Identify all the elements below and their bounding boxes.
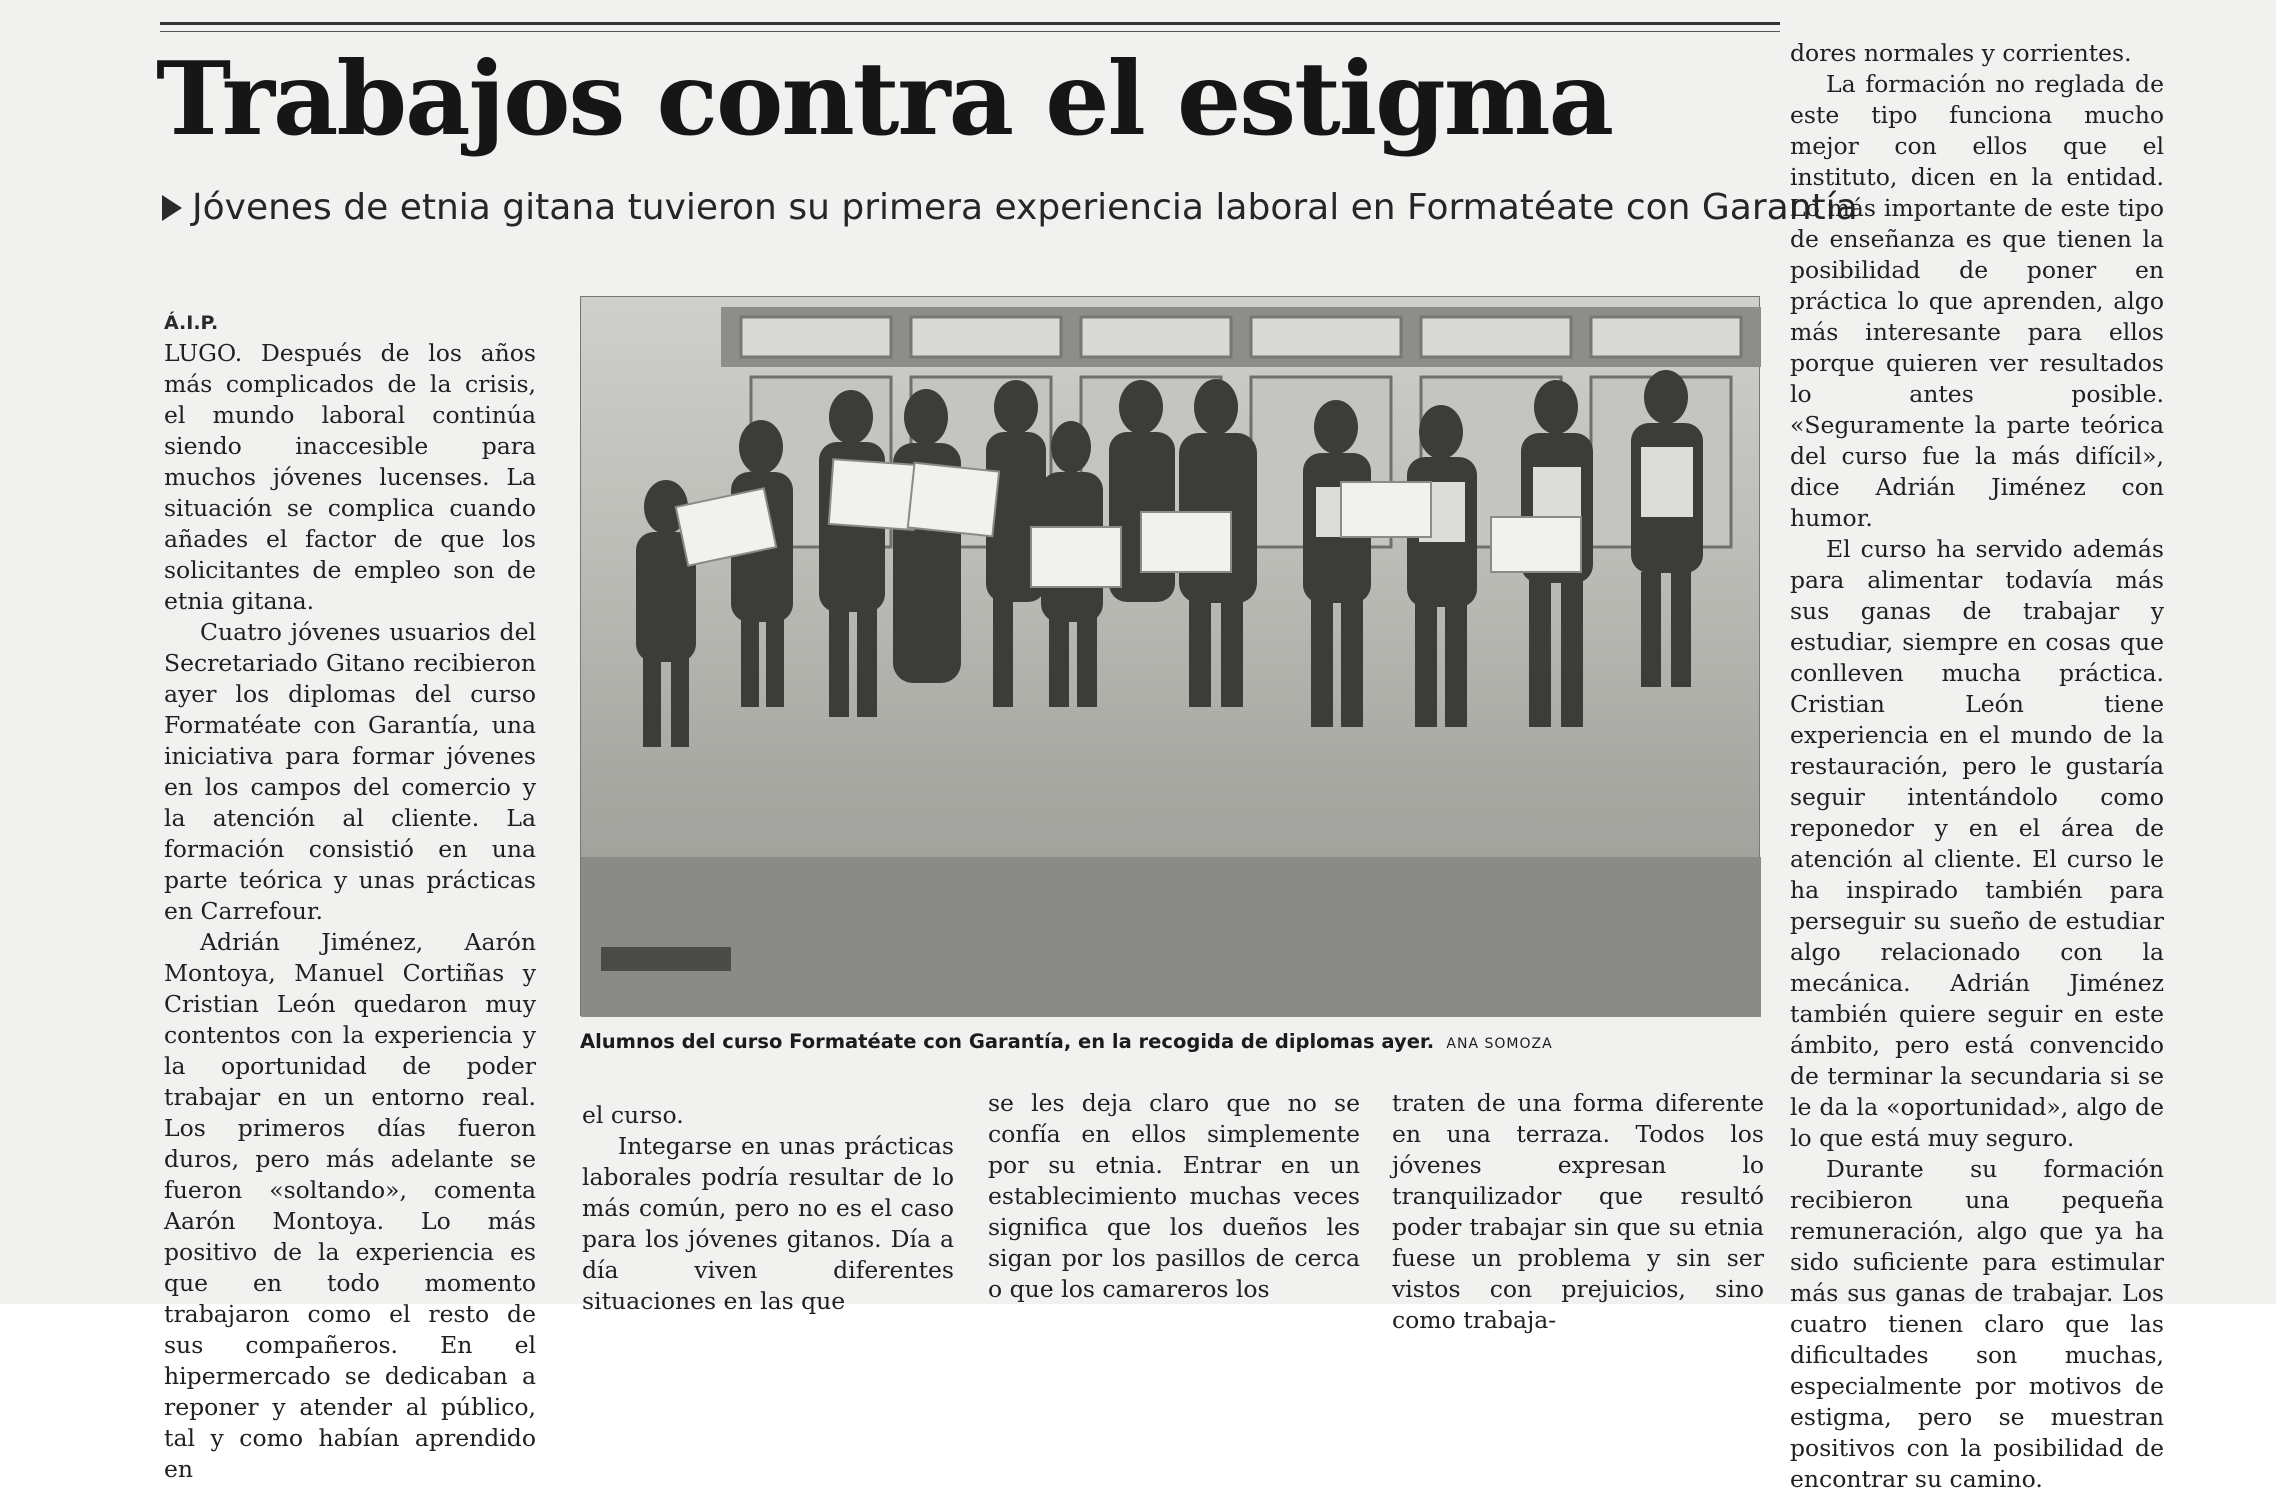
article-column-3 — [988, 1088, 1360, 1305]
article-column-4 — [1392, 1088, 1764, 1336]
paragraph: El curso ha servido además para alimentar todavía más sus ganas de trabajar y estudiar, siempre en cosas que conlleven mucha práctica. Cristian León tiene experiencia en el mundo de la restauración, pero le gustaría seguir intentándolo como reponedor y en el área de atención al cliente. El curso le ha inspirado también para perseguir su sueño de estudiar algo relacionado con la mecánica. Adrián Jiménez también quiere seguir en este ámbito, pero está convencido de terminar la secundaria si se le da la «oportunidad», algo de lo que está muy seguro. — [1790, 535, 2164, 1152]
paragraph: dores normales y corrientes. — [1790, 39, 2132, 67]
photo-credit: ANA SOMOZA — [1446, 1036, 1553, 1052]
paragraph: La formación no reglada de este tipo funciona mucho mejor con ellos que el instituto, dicen en la entidad. Lo más importante de este tipo de enseñanza es que tienen la posibilidad de poner en práctica lo que aprenden, algo más interesante para ellos porque quieren ver resultados lo antes posible. «Seguramente la parte teórica del curso fue la más difícil», dice Adrián Jiménez con humor. — [1790, 70, 2164, 532]
article-column-5 — [1790, 38, 2164, 1495]
group-photo-illustration — [581, 297, 1761, 1017]
top-rule — [160, 22, 1780, 32]
paragraph: traten de una forma diferente en una terraza. Todos los jóvenes expresan lo tranquilizador que resultó poder trabajar sin que su etnia fuese un problema y sin ser vistos con prejuicios, sino como trabaja- — [1392, 1089, 1764, 1334]
paragraph: se les deja claro que no se confía en ellos simplemente por su etnia. Entrar en un establecimiento muchas veces significa que los dueños les sigan por los pasillos de cerca o que los camareros los — [988, 1089, 1360, 1303]
paragraph: Durante su formación recibieron una pequeña remuneración, algo que ya ha sido suficiente para estimular más sus ganas de trabajar. Los cuatro tienen claro que las dificultades son muchas, especialmente por motivos de estigma, pero se muestran positivos con la posibilidad de encontrar su camino. — [1790, 1155, 2164, 1493]
caption-text: Alumnos del curso Formatéate con Garantía, en la recogida de diplomas ayer. — [580, 1030, 1435, 1053]
photo-caption — [580, 1030, 1760, 1053]
paragraph: Cuatro jóvenes usuarios del Secretariado Gitano recibieron ayer los diplomas del curso Formatéate con Garantía, una iniciativa para formar jóvenes en los campos del comercio y la atención al cliente. La formación consistió en una parte teórica y unas prácticas en Carrefour. — [164, 618, 536, 925]
triangle-bullet-icon — [162, 195, 182, 221]
group-photo — [580, 296, 1760, 1016]
subheadline-text: Jóvenes de etnia gitana tuvieron su primera experiencia laboral en Formatéate con Garantía — [192, 187, 1858, 228]
headline: Trabajos contra el estigma — [156, 39, 1613, 158]
paragraph: LUGO. Después de los años más complicados de la crisis, el mundo laboral continúa siendo inaccesible para muchos jóvenes lucenses. La situación se complica cuando añades el factor de que los solicitantes de empleo son de etnia gitana. — [164, 339, 536, 615]
article-column-2 — [582, 1100, 954, 1317]
article-column-1 — [164, 338, 536, 1485]
paragraph: el curso. — [582, 1101, 684, 1129]
subheadline — [162, 186, 1858, 230]
byline: Á.I.P. — [164, 312, 219, 334]
paragraph: Integarse en unas prácticas laborales podría resultar de lo más común, pero no es el caso para los jóvenes gitanos. Día a día viven diferentes situaciones en las que — [582, 1132, 954, 1315]
paragraph: Adrián Jiménez, Aarón Montoya, Manuel Cortiñas y Cristian León quedaron muy contentos con la experiencia y la oportunidad de poder trabajar en un entorno real. Los primeros días fueron duros, pero más adelante se fueron «soltando», comenta Aarón Montoya. Lo más positivo de la experiencia es que en todo momento trabajaron como el resto de sus compañeros. En el hipermercado se dedicaban a reponer y atender al público, tal y como habían aprendido en — [164, 928, 536, 1483]
